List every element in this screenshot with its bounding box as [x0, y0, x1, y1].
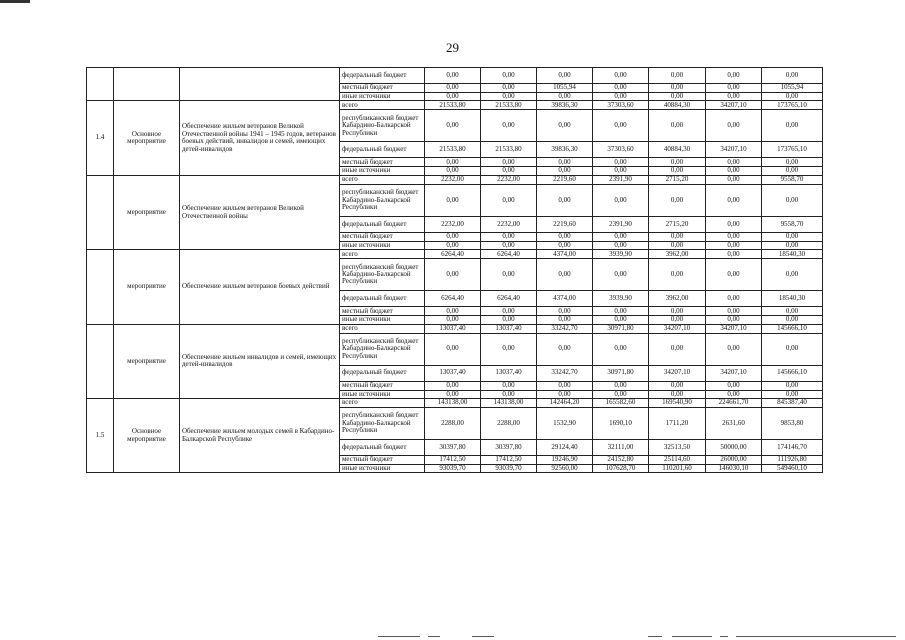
row-type-cell — [114, 68, 180, 101]
value-cell: 0,00 — [706, 241, 762, 249]
budget-table — [86, 67, 823, 473]
value-cell: 6264,40 — [425, 291, 481, 307]
value-cell: 0,00 — [593, 167, 649, 175]
funding-source-cell: федеральный бюджет — [340, 216, 425, 232]
row-description-cell: Обеспечение жильем ветеранов Великой Отечественной войны 1941 – 1945 годов, ветеранов боевых действий, инвалидов и семей, имеющих детей-инвалидов — [180, 101, 340, 175]
value-cell: 0,00 — [537, 259, 593, 291]
value-cell: 0,00 — [481, 93, 537, 101]
value-cell: 6264,40 — [481, 291, 537, 307]
value-cell: 13037,40 — [481, 365, 537, 381]
value-cell: 0,00 — [706, 333, 762, 365]
value-cell: 0,00 — [649, 381, 706, 390]
value-cell: 0,00 — [537, 333, 593, 365]
value-cell: 0,00 — [762, 184, 823, 216]
value-cell: 0,00 — [425, 333, 481, 365]
value-cell: 0,00 — [537, 316, 593, 324]
value-cell: 0,00 — [593, 184, 649, 216]
value-cell: 13037,40 — [425, 365, 481, 381]
value-cell: 34207,10 — [706, 365, 762, 381]
value-cell: 0,00 — [649, 158, 706, 167]
row-description-cell: Обеспечение жильем молодых семей в Кабардино-Балкарской Республике — [180, 399, 340, 473]
value-cell: 845387,40 — [762, 399, 823, 408]
value-cell: 2288,00 — [425, 408, 481, 440]
value-cell: 0,00 — [425, 259, 481, 291]
value-cell: 32513,50 — [649, 440, 706, 456]
value-cell: 2219,60 — [537, 216, 593, 232]
value-cell: 0,00 — [649, 307, 706, 316]
value-cell: 29124,40 — [537, 440, 593, 456]
value-cell: 0,00 — [706, 84, 762, 93]
value-cell: 6264,40 — [425, 250, 481, 259]
funding-source-cell: иные источники — [340, 167, 425, 175]
value-cell: 3939,90 — [593, 291, 649, 307]
value-cell: 1711,20 — [649, 408, 706, 440]
funding-source-cell: местный бюджет — [340, 307, 425, 316]
value-cell: 13037,40 — [425, 324, 481, 333]
value-cell: 145666,10 — [762, 324, 823, 333]
value-cell: 2391,90 — [593, 175, 649, 184]
value-cell: 18540,30 — [762, 291, 823, 307]
value-cell: 173765,10 — [762, 142, 823, 158]
value-cell: 0,00 — [537, 110, 593, 142]
row-code-cell: 1.4 — [87, 101, 114, 175]
funding-source-cell: федеральный бюджет — [340, 440, 425, 456]
value-cell: 174146,70 — [762, 440, 823, 456]
value-cell: 2219,60 — [537, 175, 593, 184]
funding-source-cell: федеральный бюджет — [340, 291, 425, 307]
value-cell: 33242,70 — [537, 365, 593, 381]
value-cell: 34207,10 — [649, 324, 706, 333]
value-cell: 0,00 — [425, 232, 481, 241]
value-cell: 0,00 — [706, 184, 762, 216]
value-cell: 0,00 — [481, 158, 537, 167]
value-cell: 2391,90 — [593, 216, 649, 232]
value-cell: 2232,00 — [425, 216, 481, 232]
value-cell: 0,00 — [481, 167, 537, 175]
value-cell: 0,00 — [481, 241, 537, 249]
value-cell: 0,00 — [649, 68, 706, 84]
value-cell: 0,00 — [593, 390, 649, 398]
funding-source-cell: иные источники — [340, 93, 425, 101]
funding-source-cell: всего — [340, 175, 425, 184]
value-cell: 0,00 — [425, 241, 481, 249]
funding-source-cell: иные источники — [340, 241, 425, 249]
value-cell: 2288,00 — [481, 408, 537, 440]
row-description-cell — [180, 68, 340, 101]
value-cell: 110201,60 — [649, 465, 706, 473]
value-cell: 37303,60 — [593, 101, 649, 110]
funding-source-cell: всего — [340, 399, 425, 408]
value-cell: 0,00 — [593, 381, 649, 390]
scan-bottom-marks — [0, 632, 905, 640]
value-cell: 0,00 — [593, 84, 649, 93]
value-cell: 0,00 — [706, 259, 762, 291]
funding-source-cell: федеральный бюджет — [340, 68, 425, 84]
value-cell: 145666,10 — [762, 365, 823, 381]
value-cell: 30397,80 — [425, 440, 481, 456]
value-cell: 0,00 — [593, 93, 649, 101]
scan-corner-mark — [0, 0, 30, 3]
value-cell: 0,00 — [706, 316, 762, 324]
value-cell: 0,00 — [649, 167, 706, 175]
value-cell: 30971,80 — [593, 324, 649, 333]
value-cell: 0,00 — [593, 232, 649, 241]
funding-source-cell: иные источники — [340, 390, 425, 398]
value-cell: 1055,94 — [762, 84, 823, 93]
value-cell: 17412,50 — [481, 456, 537, 465]
value-cell: 24152,80 — [593, 456, 649, 465]
value-cell: 0,00 — [706, 93, 762, 101]
value-cell: 2715,20 — [649, 175, 706, 184]
value-cell: 0,00 — [706, 110, 762, 142]
value-cell: 19246,90 — [537, 456, 593, 465]
value-cell: 32111,00 — [593, 440, 649, 456]
value-cell: 0,00 — [762, 316, 823, 324]
funding-source-cell: местный бюджет — [340, 158, 425, 167]
value-cell: 0,00 — [649, 259, 706, 291]
value-cell: 4374,00 — [537, 250, 593, 259]
value-cell: 21533,80 — [425, 142, 481, 158]
funding-source-cell: иные источники — [340, 465, 425, 473]
value-cell: 0,00 — [762, 241, 823, 249]
value-cell: 111926,80 — [762, 456, 823, 465]
value-cell: 40884,30 — [649, 142, 706, 158]
value-cell: 0,00 — [593, 158, 649, 167]
funding-source-cell: республиканский бюджет Кабардино-Балкарской Республики — [340, 110, 425, 142]
row-code-cell — [87, 68, 114, 101]
row-description-cell: Обеспечение жильем инвалидов и семей, имеющих детей-инвалидов — [180, 324, 340, 398]
value-cell: 107628,70 — [593, 465, 649, 473]
value-cell: 21533,80 — [425, 101, 481, 110]
value-cell: 0,00 — [425, 307, 481, 316]
value-cell: 0,00 — [537, 307, 593, 316]
funding-source-cell: республиканский бюджет Кабардино-Балкарской Республики — [340, 259, 425, 291]
value-cell: 92560,00 — [537, 465, 593, 473]
value-cell: 0,00 — [425, 316, 481, 324]
value-cell: 0,00 — [481, 259, 537, 291]
value-cell: 0,00 — [425, 381, 481, 390]
value-cell: 0,00 — [481, 333, 537, 365]
value-cell: 0,00 — [762, 381, 823, 390]
row-code-cell: 1.5 — [87, 399, 114, 473]
value-cell: 0,00 — [649, 84, 706, 93]
value-cell: 0,00 — [706, 291, 762, 307]
table-row — [87, 68, 823, 84]
value-cell: 39836,30 — [537, 142, 593, 158]
value-cell: 34207,10 — [649, 365, 706, 381]
table-row — [87, 399, 823, 408]
value-cell: 0,00 — [706, 232, 762, 241]
value-cell: 0,00 — [425, 84, 481, 93]
value-cell: 0,00 — [425, 158, 481, 167]
value-cell: 0,00 — [593, 333, 649, 365]
value-cell: 0,00 — [593, 110, 649, 142]
value-cell: 0,00 — [706, 381, 762, 390]
table-row — [87, 250, 823, 259]
row-type-cell: Основное мероприятие — [114, 399, 180, 473]
row-code-cell — [87, 175, 114, 249]
value-cell: 0,00 — [593, 259, 649, 291]
value-cell: 0,00 — [537, 241, 593, 249]
value-cell: 0,00 — [762, 158, 823, 167]
funding-source-cell: местный бюджет — [340, 381, 425, 390]
value-cell: 0,00 — [762, 390, 823, 398]
funding-source-cell: иные источники — [340, 316, 425, 324]
value-cell: 0,00 — [762, 167, 823, 175]
value-cell: 0,00 — [537, 93, 593, 101]
value-cell: 0,00 — [649, 184, 706, 216]
value-cell: 173765,10 — [762, 101, 823, 110]
value-cell: 33242,70 — [537, 324, 593, 333]
value-cell: 0,00 — [706, 307, 762, 316]
value-cell: 169540,90 — [649, 399, 706, 408]
value-cell: 0,00 — [481, 316, 537, 324]
value-cell: 142464,20 — [537, 399, 593, 408]
value-cell: 0,00 — [649, 93, 706, 101]
funding-source-cell: республиканский бюджет Кабардино-Балкарской Республики — [340, 184, 425, 216]
value-cell: 0,00 — [649, 232, 706, 241]
value-cell: 0,00 — [537, 232, 593, 241]
value-cell: 9558,70 — [762, 216, 823, 232]
value-cell: 0,00 — [706, 216, 762, 232]
value-cell: 0,00 — [537, 158, 593, 167]
value-cell: 40884,30 — [649, 101, 706, 110]
row-type-cell: мероприятие — [114, 175, 180, 249]
value-cell: 0,00 — [481, 84, 537, 93]
value-cell: 3939,90 — [593, 250, 649, 259]
value-cell: 0,00 — [481, 381, 537, 390]
row-description-cell: Обеспечение жильем ветеранов Великой Отечественной войны — [180, 175, 340, 249]
value-cell: 0,00 — [537, 390, 593, 398]
value-cell: 2232,00 — [481, 175, 537, 184]
funding-source-cell: местный бюджет — [340, 84, 425, 93]
value-cell: 0,00 — [649, 390, 706, 398]
value-cell: 143138,00 — [425, 399, 481, 408]
value-cell: 0,00 — [706, 175, 762, 184]
value-cell: 0,00 — [706, 250, 762, 259]
value-cell: 0,00 — [762, 68, 823, 84]
value-cell: 0,00 — [593, 316, 649, 324]
value-cell: 0,00 — [762, 333, 823, 365]
funding-source-cell: всего — [340, 324, 425, 333]
value-cell: 0,00 — [706, 158, 762, 167]
value-cell: 0,00 — [593, 307, 649, 316]
value-cell: 0,00 — [593, 241, 649, 249]
value-cell: 21533,80 — [481, 142, 537, 158]
value-cell: 0,00 — [537, 381, 593, 390]
value-cell: 0,00 — [762, 110, 823, 142]
value-cell: 143138,00 — [481, 399, 537, 408]
page-number: 29 — [446, 40, 459, 55]
funding-source-cell: федеральный бюджет — [340, 142, 425, 158]
value-cell: 37303,60 — [593, 142, 649, 158]
value-cell: 18540,30 — [762, 250, 823, 259]
value-cell: 21533,80 — [481, 101, 537, 110]
value-cell: 549460,10 — [762, 465, 823, 473]
row-code-cell — [87, 250, 114, 324]
table-row — [87, 101, 823, 110]
row-description-cell: Обеспечение жильем ветеранов боевых действий — [180, 250, 340, 324]
value-cell: 1690,10 — [593, 408, 649, 440]
value-cell: 0,00 — [425, 184, 481, 216]
value-cell: 34207,10 — [706, 324, 762, 333]
value-cell: 34207,10 — [706, 101, 762, 110]
value-cell: 0,00 — [481, 307, 537, 316]
value-cell: 1532,90 — [537, 408, 593, 440]
value-cell: 0,00 — [649, 241, 706, 249]
value-cell: 3962,00 — [649, 250, 706, 259]
value-cell: 2631,60 — [706, 408, 762, 440]
funding-source-cell: федеральный бюджет — [340, 365, 425, 381]
value-cell: 0,00 — [706, 167, 762, 175]
funding-source-cell: всего — [340, 250, 425, 259]
row-type-cell: мероприятие — [114, 324, 180, 398]
value-cell: 165582,60 — [593, 399, 649, 408]
value-cell: 0,00 — [425, 68, 481, 84]
value-cell: 0,00 — [593, 68, 649, 84]
table-row — [87, 324, 823, 333]
value-cell: 1055,94 — [537, 84, 593, 93]
value-cell: 0,00 — [481, 390, 537, 398]
value-cell: 0,00 — [425, 110, 481, 142]
value-cell: 0,00 — [762, 259, 823, 291]
value-cell: 39836,30 — [537, 101, 593, 110]
value-cell: 0,00 — [537, 68, 593, 84]
value-cell: 0,00 — [537, 184, 593, 216]
funding-source-cell: республиканский бюджет Кабардино-Балкарской Республики — [340, 408, 425, 440]
value-cell: 0,00 — [649, 316, 706, 324]
value-cell: 0,00 — [706, 68, 762, 84]
value-cell: 2232,00 — [481, 216, 537, 232]
value-cell: 93039,70 — [425, 465, 481, 473]
value-cell: 0,00 — [762, 307, 823, 316]
funding-source-cell: республиканский бюджет Кабардино-Балкарской Республики — [340, 333, 425, 365]
value-cell: 0,00 — [481, 68, 537, 84]
value-cell: 30971,80 — [593, 365, 649, 381]
value-cell: 0,00 — [425, 167, 481, 175]
value-cell: 26000,00 — [706, 456, 762, 465]
value-cell: 9558,70 — [762, 175, 823, 184]
row-code-cell — [87, 324, 114, 398]
value-cell: 13037,40 — [481, 324, 537, 333]
value-cell: 0,00 — [762, 232, 823, 241]
value-cell: 25114,60 — [649, 456, 706, 465]
value-cell: 50000,00 — [706, 440, 762, 456]
value-cell: 0,00 — [481, 110, 537, 142]
value-cell: 17412,50 — [425, 456, 481, 465]
value-cell: 2232,00 — [425, 175, 481, 184]
value-cell: 93039,70 — [481, 465, 537, 473]
value-cell: 0,00 — [762, 93, 823, 101]
value-cell: 4374,00 — [537, 291, 593, 307]
value-cell: 9853,80 — [762, 408, 823, 440]
table-row — [87, 175, 823, 184]
value-cell: 3962,00 — [649, 291, 706, 307]
value-cell: 0,00 — [481, 232, 537, 241]
value-cell: 6264,40 — [481, 250, 537, 259]
value-cell: 0,00 — [649, 110, 706, 142]
value-cell: 30397,80 — [481, 440, 537, 456]
value-cell: 224661,70 — [706, 399, 762, 408]
value-cell: 0,00 — [425, 93, 481, 101]
value-cell: 2715,20 — [649, 216, 706, 232]
value-cell: 0,00 — [537, 167, 593, 175]
value-cell: 0,00 — [706, 390, 762, 398]
value-cell: 34207,10 — [706, 142, 762, 158]
row-type-cell: мероприятие — [114, 250, 180, 324]
row-type-cell: Основное мероприятие — [114, 101, 180, 175]
value-cell: 0,00 — [481, 184, 537, 216]
funding-source-cell: местный бюджет — [340, 232, 425, 241]
value-cell: 0,00 — [425, 390, 481, 398]
value-cell: 146030,10 — [706, 465, 762, 473]
value-cell: 0,00 — [649, 333, 706, 365]
funding-source-cell: всего — [340, 101, 425, 110]
budget-table-body — [87, 68, 823, 473]
funding-source-cell: местный бюджет — [340, 456, 425, 465]
